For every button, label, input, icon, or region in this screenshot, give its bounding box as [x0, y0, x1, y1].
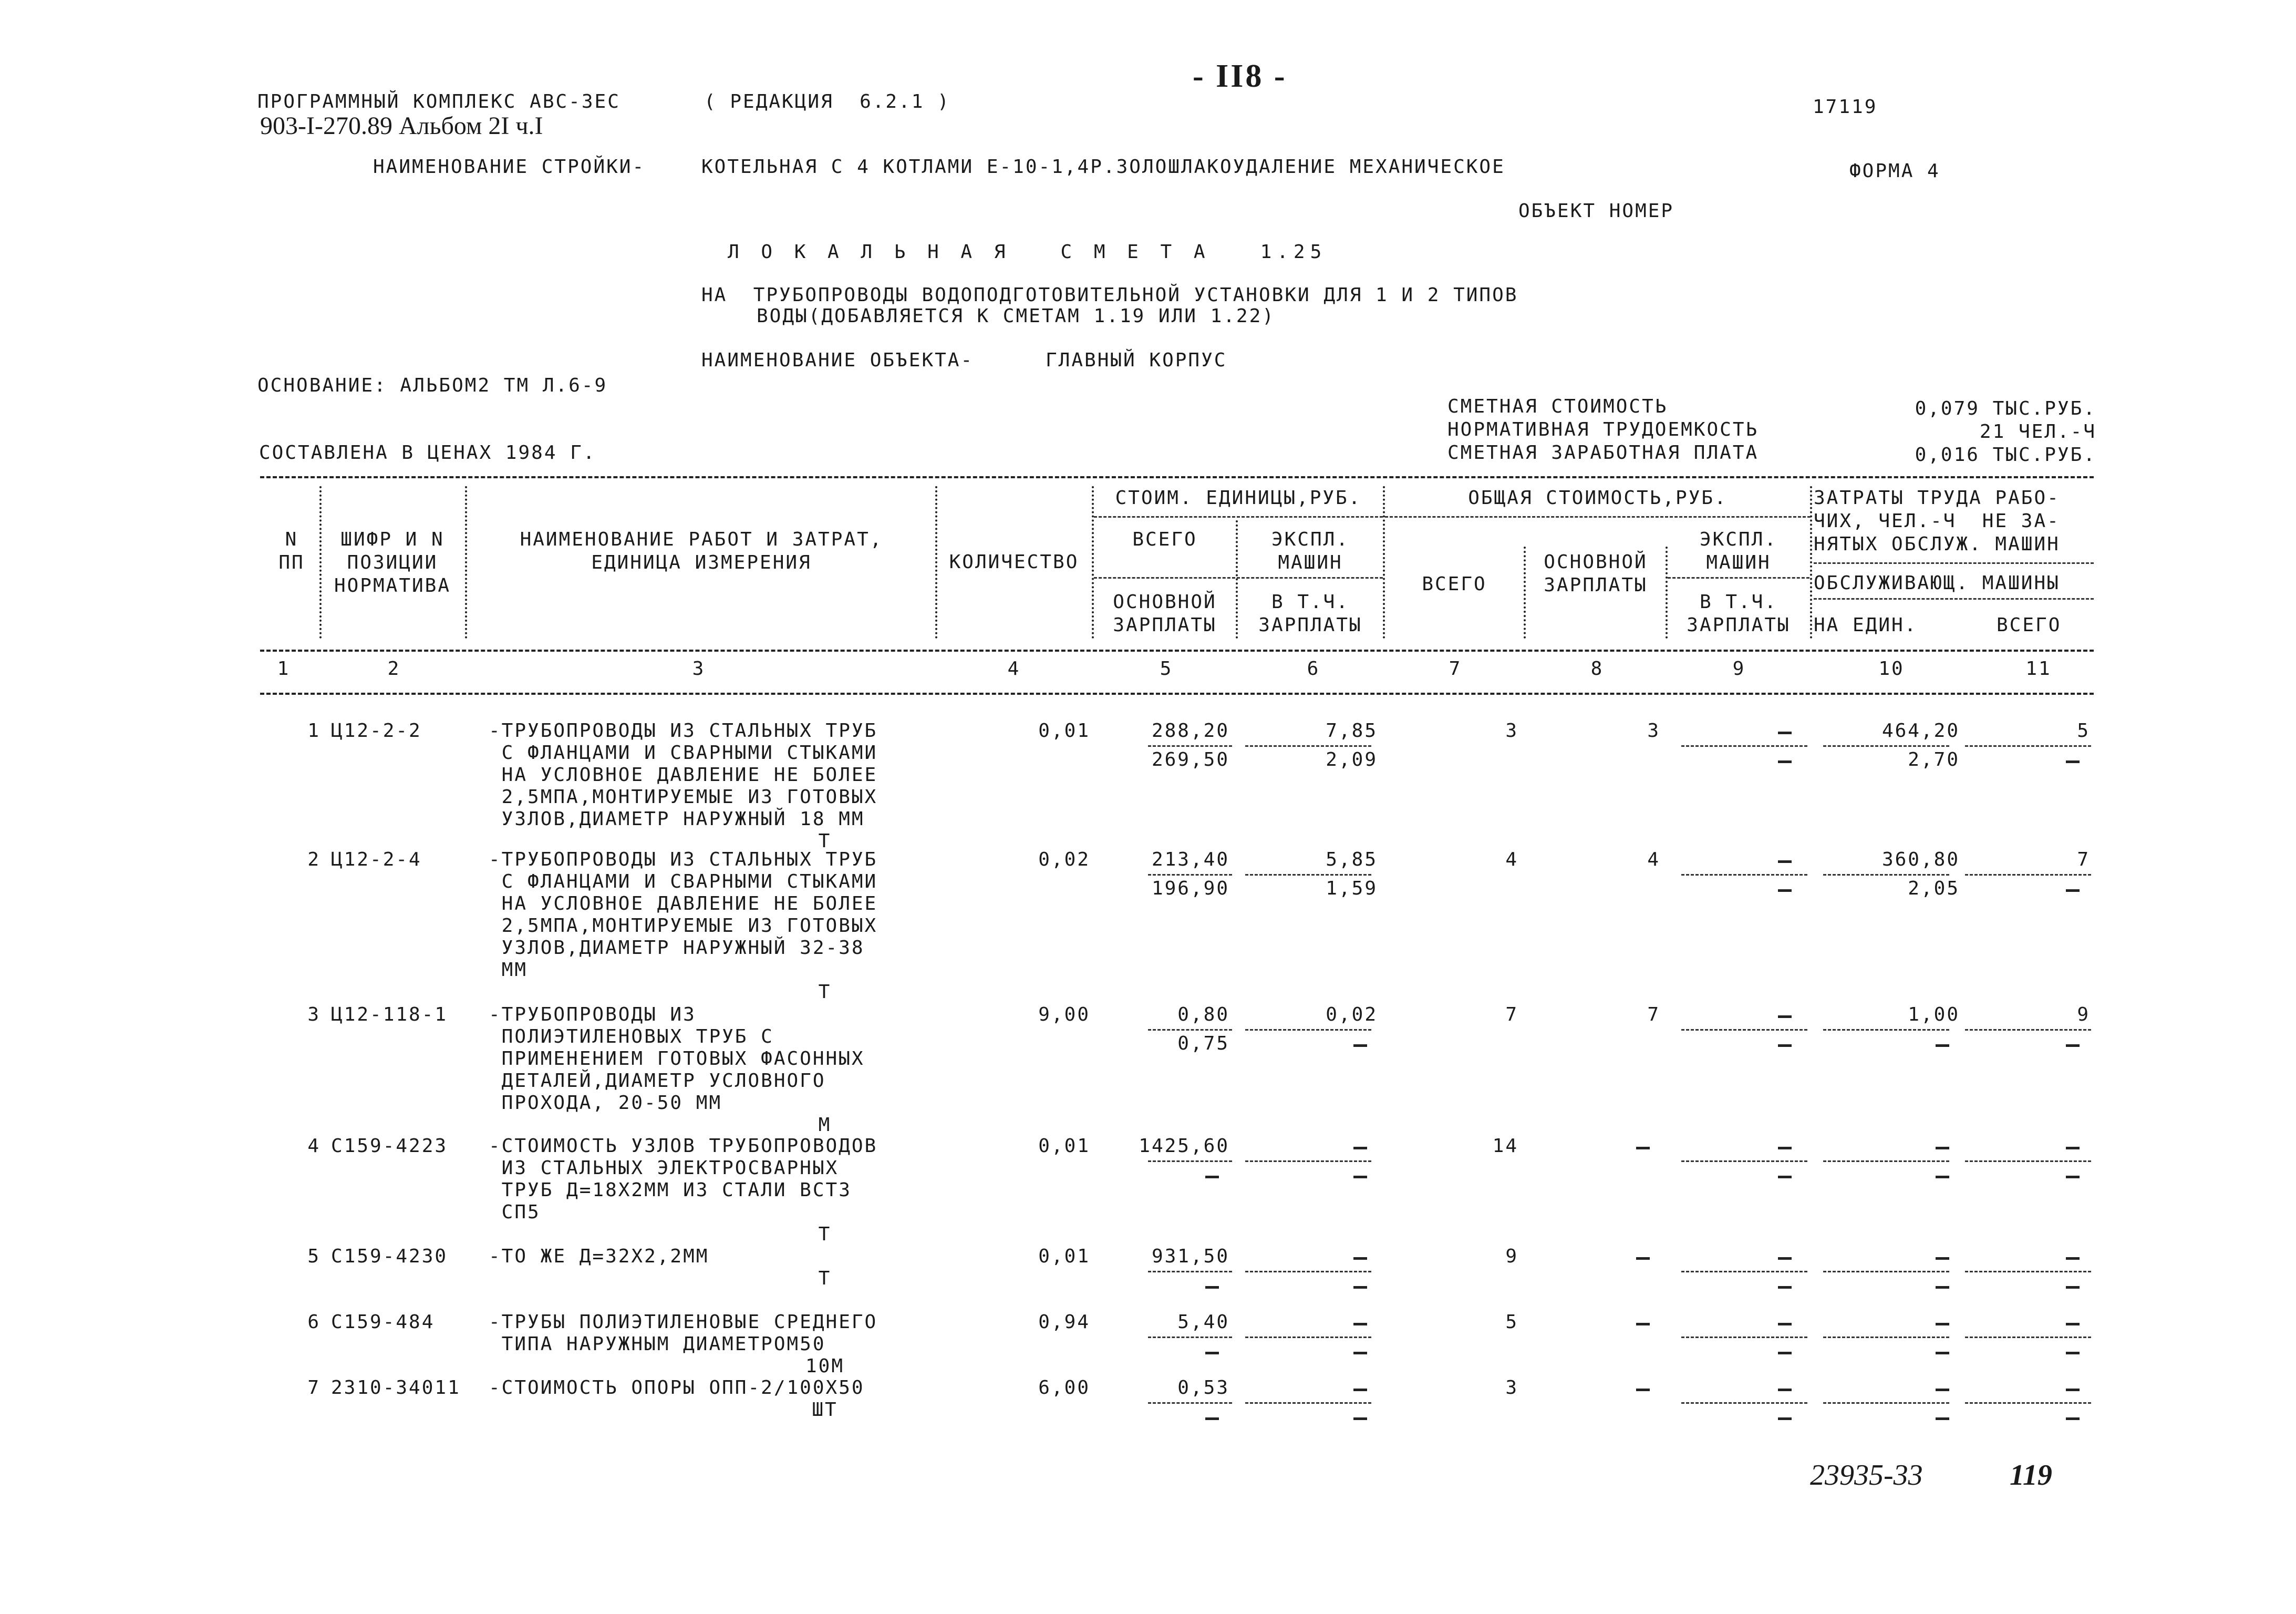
- row-labor-unit: 1,00: [1908, 1004, 1960, 1025]
- row-unit: Т: [818, 1224, 832, 1245]
- empty-value-dash: [1778, 1389, 1792, 1391]
- subject-line-1: НА ТРУБОПРОВОДЫ ВОДОПОДГОТОВИТЕЛЬНОЙ УСТАНОВКИ ДЛЯ 1 И 2 ТИПОВ: [701, 284, 1518, 306]
- row-number: 1: [307, 720, 320, 742]
- cell-divider: [1965, 1402, 2091, 1404]
- head-col-code: ШИФР И N ПОЗИЦИИ НОРМАТИВА: [334, 529, 451, 597]
- head-labor-per-unit: НА ЕДИН.: [1814, 614, 1918, 636]
- cell-divider: [1681, 1029, 1807, 1031]
- empty-value-dash: [1936, 1389, 1949, 1391]
- row-total-incl-wages: [1671, 1406, 1802, 1428]
- row-labor-total: [1965, 1246, 2090, 1268]
- col-number: 8: [1590, 658, 1604, 680]
- program-name: ПРОГРАММНЫЙ КОМПЛЕКС АВС-3ЕС: [257, 91, 620, 112]
- empty-value-dash: [1205, 1352, 1219, 1354]
- row-unit-wages: [1098, 1340, 1229, 1362]
- empty-value-dash: [1353, 1044, 1367, 1047]
- row-labor-total: [1965, 1311, 2090, 1333]
- cell-divider: [1148, 874, 1232, 876]
- empty-value-dash: [2066, 1417, 2080, 1420]
- cell-divider: [1823, 874, 1949, 876]
- cell-divider: [1823, 745, 1949, 747]
- row-unit: Т: [818, 830, 832, 852]
- empty-value-dash: [1353, 1147, 1367, 1149]
- summary-value-wages: 0,016 ТЫС.РУБ.: [1915, 444, 2096, 466]
- cell-divider: [1148, 1271, 1232, 1272]
- prices-year: СОСТАВЛЕНА В ЦЕНАХ 1984 Г.: [259, 442, 596, 464]
- row-quantity: 0,01: [1038, 1135, 1090, 1157]
- empty-value-dash: [1353, 1417, 1367, 1420]
- object-number-label: ОБЪЕКТ НОМЕР: [1518, 200, 1674, 222]
- empty-value-dash: [1778, 732, 1792, 734]
- empty-value-dash: [1778, 1257, 1792, 1260]
- row-total-all: 5: [1505, 1311, 1518, 1333]
- row-unit-total: 931,50: [1151, 1246, 1229, 1267]
- row-work-name: -СТОИМОСТЬ УЗЛОВ ТРУБОПРОВОДОВ ИЗ СТАЛЬНЫХ ЭЛЕКТРОСВАРНЫХ ТРУБ Д=18Х2ММ ИЗ СТАЛИ ВСТ3 СП5: [489, 1135, 878, 1223]
- row-labor-total: [1965, 1135, 2090, 1157]
- row-total-wages: 7: [1647, 1004, 1660, 1025]
- sheet-number: 119: [2010, 1459, 2052, 1492]
- cell-divider: [1245, 745, 1371, 747]
- cell-divider: [1148, 745, 1232, 747]
- row-work-name: -ТРУБОПРОВОДЫ ИЗ СТАЛЬНЫХ ТРУБ С ФЛАНЦАМИ И СВАРНЫМИ СТЫКАМИ НА УСЛОВНОЕ ДАВЛЕНИЕ НЕ БОЛЕЕ 2,5МПА,МОНТИРУЕМЫЕ ИЗ ГОТОВЫХ УЗЛОВ,ДИАМЕТР НАРУЖНЫЙ 18 ММ: [489, 720, 878, 830]
- cell-divider: [1148, 1029, 1232, 1031]
- row-unit-machines: 0,02: [1326, 1004, 1378, 1025]
- col-number: 7: [1449, 658, 1462, 680]
- summary-value-cost: 0,079 ТЫС.РУБ.: [1915, 398, 2096, 419]
- col-number: 6: [1307, 658, 1320, 680]
- row-unit-machines: [1240, 1377, 1378, 1399]
- row-total-all: 14: [1492, 1135, 1518, 1157]
- head-total-incl-wages: В Т.Ч. ЗАРПЛАТЫ: [1687, 591, 1791, 636]
- empty-value-dash: [1778, 889, 1792, 892]
- row-total-machines: [1671, 1377, 1802, 1399]
- row-unit-total: 288,20: [1151, 720, 1229, 742]
- row-quantity: 9,00: [1038, 1004, 1090, 1025]
- empty-value-dash: [1778, 1323, 1792, 1325]
- empty-value-dash: [1778, 1176, 1792, 1178]
- col-number: 5: [1160, 658, 1173, 680]
- row-unit-wages: 196,90: [1151, 878, 1229, 899]
- cell-divider: [1965, 874, 2091, 876]
- empty-value-dash: [2066, 1044, 2080, 1047]
- empty-value-dash: [1936, 1176, 1949, 1178]
- cell-divider: [1965, 745, 2091, 747]
- head-rule-labor: [1814, 562, 2094, 564]
- empty-value-dash: [2066, 1286, 2080, 1289]
- row-labor-service-unit: [1818, 1274, 1960, 1297]
- empty-value-dash: [1353, 1352, 1367, 1354]
- cell-divider: [1245, 1402, 1371, 1404]
- head-total-wages: ОСНОВНОЙ ЗАРПЛАТЫ: [1544, 551, 1648, 596]
- row-total-incl-wages: [1671, 1340, 1802, 1362]
- head-rule-unit-2: [1094, 577, 1383, 579]
- col-number: 11: [2025, 658, 2052, 680]
- row-unit: Т: [818, 981, 832, 1003]
- cell-divider: [1681, 874, 1807, 876]
- empty-value-dash: [2066, 889, 2080, 892]
- row-work-name: -ТРУБЫ ПОЛИЭТИЛЕНОВЫЕ СРЕДНЕГО ТИПА НАРУЖНЫМ ДИАМЕТРОМ50: [489, 1311, 878, 1355]
- empty-value-dash: [1205, 1417, 1219, 1420]
- cell-divider: [1965, 1160, 2091, 1162]
- col-number: 3: [692, 658, 706, 680]
- row-total-machines: [1671, 849, 1802, 871]
- row-total-all: 3: [1505, 1377, 1518, 1399]
- object-name: ГЛАВНЫЙ КОРПУС: [1046, 349, 1227, 371]
- head-col-n: N ПП: [278, 529, 305, 573]
- row-unit-machines: 7,85: [1326, 720, 1378, 742]
- empty-value-dash: [2066, 1176, 2080, 1178]
- summary-label-wages: СМЕТНАЯ ЗАРАБОТНАЯ ПЛАТА: [1447, 442, 1759, 464]
- row-labor-total: [1965, 1377, 2090, 1399]
- empty-value-dash: [1205, 1176, 1219, 1178]
- row-unit-machines: [1240, 1246, 1378, 1268]
- col-sep-2: [465, 486, 467, 639]
- row-labor-service-unit: [1818, 1406, 1960, 1428]
- numbers-bottom-rule: [260, 693, 2094, 695]
- cell-divider: [1245, 1271, 1371, 1272]
- row-labor-service-unit: 2,70: [1908, 749, 1960, 770]
- document-number: 17119: [1813, 96, 1878, 118]
- empty-value-dash: [1636, 1257, 1650, 1260]
- document-title: Л О К А Л Ь Н А Я С М Е Т А 1.25: [728, 241, 1327, 263]
- row-unit-machines: 5,85: [1326, 849, 1378, 870]
- cell-divider: [1245, 874, 1371, 876]
- row-unit-incl-wages: [1240, 1406, 1378, 1428]
- row-work-name: -ТРУБОПРОВОДЫ ИЗ ПОЛИЭТИЛЕНОВЫХ ТРУБ С ПРИМЕНЕНИЕМ ГОТОВЫХ ФАСОННЫХ ДЕТАЛЕЙ,ДИАМЕТР УСЛОВНОГО ПРОХОДА, 20-50 ММ: [489, 1004, 865, 1114]
- head-total-machines: ЭКСПЛ. МАШИН: [1699, 529, 1778, 573]
- row-quantity: 0,01: [1038, 720, 1090, 742]
- row-number: 3: [307, 1004, 320, 1025]
- row-quantity: 6,00: [1038, 1377, 1090, 1399]
- row-unit-total: 213,40: [1151, 849, 1229, 870]
- row-code: Ц12-118-1: [331, 1004, 448, 1025]
- empty-value-dash: [1353, 1323, 1367, 1325]
- empty-value-dash: [1353, 1257, 1367, 1260]
- table-top-rule: [260, 476, 2094, 478]
- construction-label: НАИМЕНОВАНИЕ СТРОЙКИ-: [373, 156, 646, 178]
- row-unit-wages: [1098, 1274, 1229, 1297]
- row-number: 6: [307, 1311, 320, 1333]
- head-col-name: НАИМЕНОВАНИЕ РАБОТ И ЗАТРАТ, ЕДИНИЦА ИЗМЕРЕНИЯ: [520, 529, 883, 573]
- head-labor-group: ЗАТРАТЫ ТРУДА РАБО- ЧИХ, ЧЕЛ.-Ч НЕ ЗА- НЯТЫХ ОБСЛУЖ. МАШИН: [1814, 487, 2060, 555]
- row-number: 2: [307, 849, 320, 870]
- empty-value-dash: [2066, 760, 2080, 763]
- row-unit-incl-wages: [1240, 1164, 1378, 1186]
- row-labor-unit: [1818, 1246, 1960, 1268]
- subject-line-2: ВОДЫ(ДОБАВЛЯЕТСЯ К СМЕТАМ 1.19 ИЛИ 1.22): [757, 305, 1275, 327]
- row-unit-wages: 0,75: [1177, 1033, 1229, 1054]
- cell-divider: [1245, 1029, 1371, 1031]
- col-number: 9: [1732, 658, 1746, 680]
- album-reference: 903-I-270.89 Альбом 2I ч.I: [260, 112, 543, 140]
- head-rule-labor-2: [1814, 598, 2094, 600]
- empty-value-dash: [2066, 1352, 2080, 1354]
- row-quantity: 0,02: [1038, 849, 1090, 870]
- row-total-incl-wages: [1671, 1033, 1802, 1055]
- row-labor-unit: [1818, 1377, 1960, 1399]
- col-sep-3: [935, 486, 937, 639]
- row-total-wages: [1529, 1377, 1660, 1399]
- archive-stamp: 23935-33: [1810, 1459, 1923, 1492]
- form-label: ФОРМА 4: [1849, 160, 1940, 182]
- row-code: 2310-34011: [331, 1377, 461, 1399]
- row-labor-service-total: [1965, 749, 2090, 771]
- row-total-wages: [1529, 1311, 1660, 1333]
- row-total-all: 9: [1505, 1246, 1518, 1267]
- cell-divider: [1823, 1271, 1949, 1272]
- row-total-all: 4: [1505, 849, 1518, 870]
- empty-value-dash: [1636, 1389, 1650, 1391]
- col-number: 4: [1007, 658, 1021, 680]
- row-unit: ШТ: [812, 1399, 838, 1421]
- row-total-machines: [1671, 1135, 1802, 1157]
- empty-value-dash: [1636, 1147, 1650, 1149]
- object-name-label: НАИМЕНОВАНИЕ ОБЪЕКТА-: [701, 349, 974, 371]
- row-labor-service-total: [1965, 1340, 2090, 1362]
- cell-divider: [1681, 1337, 1807, 1338]
- row-number: 5: [307, 1246, 320, 1267]
- empty-value-dash: [1936, 1147, 1949, 1149]
- head-labor-total: ВСЕГО: [1997, 614, 2062, 636]
- cell-divider: [1823, 1160, 1949, 1162]
- summary-value-labor: 21 ЧЕЛ.-Ч: [1979, 421, 2096, 443]
- empty-value-dash: [1778, 1147, 1792, 1149]
- head-rule-total: [1385, 516, 1811, 518]
- row-total-machines: [1671, 720, 1802, 742]
- row-unit: Т: [818, 1268, 832, 1289]
- row-labor-service-unit: [1818, 1164, 1960, 1186]
- row-code: С159-4223: [331, 1135, 448, 1157]
- cell-divider: [1148, 1160, 1232, 1162]
- row-labor-unit: [1818, 1135, 1960, 1157]
- row-total-all: 3: [1505, 720, 1518, 742]
- row-work-name: -ТРУБОПРОВОДЫ ИЗ СТАЛЬНЫХ ТРУБ С ФЛАНЦАМИ И СВАРНЫМИ СТЫКАМИ НА УСЛОВНОЕ ДАВЛЕНИЕ НЕ БОЛЕЕ 2,5МПА,МОНТИРУЕМЫЕ ИЗ ГОТОВЫХ УЗЛОВ,ДИАМЕТР НАРУЖНЫЙ 32-38 ММ: [489, 849, 878, 981]
- head-unit-cost-group: СТОИМ. ЕДИНИЦЫ,РУБ.: [1115, 487, 1362, 509]
- cell-divider: [1148, 1337, 1232, 1338]
- row-quantity: 0,01: [1038, 1246, 1090, 1267]
- row-work-name: -СТОИМОСТЬ ОПОРЫ ОПП-2/100Х50: [489, 1377, 865, 1399]
- row-number: 7: [307, 1377, 320, 1399]
- row-total-machines: [1671, 1311, 1802, 1333]
- empty-value-dash: [1778, 1352, 1792, 1354]
- empty-value-dash: [2066, 1147, 2080, 1149]
- cell-divider: [1823, 1029, 1949, 1031]
- cell-divider: [1823, 1402, 1949, 1404]
- empty-value-dash: [1353, 1389, 1367, 1391]
- row-labor-service-unit: [1818, 1340, 1960, 1362]
- empty-value-dash: [1778, 1015, 1792, 1018]
- cell-divider: [1681, 1160, 1807, 1162]
- head-unit-machines: ЭКСПЛ. МАШИН: [1271, 529, 1350, 573]
- row-unit-machines: [1240, 1311, 1378, 1333]
- row-unit-incl-wages: 1,59: [1326, 878, 1378, 899]
- head-rule-total-2: [1668, 577, 1809, 579]
- empty-value-dash: [1636, 1323, 1650, 1325]
- row-unit-total: 5,40: [1177, 1311, 1229, 1333]
- row-total-wages: [1529, 1246, 1660, 1268]
- row-total-incl-wages: [1671, 878, 1802, 900]
- row-total-incl-wages: [1671, 1274, 1802, 1297]
- row-labor-unit: 360,80: [1881, 849, 1960, 870]
- head-total-all: ВСЕГО: [1422, 573, 1487, 595]
- basis: ОСНОВАНИЕ: АЛЬБОМ2 ТМ Л.6-9: [257, 375, 608, 396]
- head-bottom-rule: [260, 650, 2094, 652]
- row-unit-incl-wages: [1240, 1340, 1378, 1362]
- row-unit-incl-wages: [1240, 1033, 1378, 1055]
- row-total-wages: [1529, 1135, 1660, 1157]
- row-total-wages: 3: [1647, 720, 1660, 742]
- row-total-machines: [1671, 1004, 1802, 1026]
- row-labor-service-unit: 2,05: [1908, 878, 1960, 899]
- row-labor-total: 9: [2077, 1004, 2090, 1025]
- cell-divider: [1681, 745, 1807, 747]
- empty-value-dash: [2066, 1323, 2080, 1325]
- empty-value-dash: [2066, 1257, 2080, 1260]
- row-unit-total: 0,80: [1177, 1004, 1229, 1025]
- cell-divider: [1965, 1029, 2091, 1031]
- row-code: Ц12-2-2: [331, 720, 422, 742]
- row-labor-service-total: [1965, 878, 2090, 900]
- col-number: 2: [387, 658, 401, 680]
- cell-divider: [1965, 1271, 2091, 1272]
- head-unit-total: ВСЕГО: [1132, 529, 1197, 550]
- cell-divider: [1148, 1402, 1232, 1404]
- row-quantity: 0,94: [1038, 1311, 1090, 1333]
- empty-value-dash: [1778, 1286, 1792, 1289]
- empty-value-dash: [1936, 1417, 1949, 1420]
- row-total-incl-wages: [1671, 1164, 1802, 1186]
- cell-divider: [1965, 1337, 2091, 1338]
- empty-value-dash: [1936, 1257, 1949, 1260]
- row-total-wages: 4: [1647, 849, 1660, 870]
- empty-value-dash: [1936, 1286, 1949, 1289]
- row-total-incl-wages: [1671, 749, 1802, 771]
- empty-value-dash: [1936, 1044, 1949, 1047]
- head-col-qty: КОЛИЧЕСТВО: [949, 551, 1079, 573]
- head-unit-wages: ОСНОВНОЙ ЗАРПЛАТЫ: [1113, 591, 1217, 636]
- row-total-machines: [1671, 1246, 1802, 1268]
- row-unit-wages: 269,50: [1151, 749, 1229, 770]
- row-labor-service-total: [1965, 1164, 2090, 1186]
- head-unit-incl-wages: В Т.Ч. ЗАРПЛАТЫ: [1258, 591, 1362, 636]
- empty-value-dash: [1778, 1417, 1792, 1420]
- row-unit: 10М: [805, 1355, 845, 1377]
- cell-divider: [1245, 1160, 1371, 1162]
- cell-divider: [1681, 1402, 1807, 1404]
- empty-value-dash: [1353, 1286, 1367, 1289]
- row-labor-unit: 464,20: [1881, 720, 1960, 742]
- row-labor-service-unit: [1818, 1033, 1960, 1055]
- empty-value-dash: [1778, 860, 1792, 863]
- row-unit: М: [818, 1114, 832, 1136]
- row-unit-incl-wages: 2,09: [1326, 749, 1378, 770]
- row-code: С159-484: [331, 1311, 435, 1333]
- row-labor-total: 7: [2077, 849, 2090, 870]
- col-number: 10: [1878, 658, 1905, 680]
- row-number: 4: [307, 1135, 320, 1157]
- summary-label-labor: НОРМАТИВНАЯ ТРУДОЕМКОСТЬ: [1447, 419, 1759, 440]
- row-work-name: -ТО ЖЕ Д=32Х2,2ММ: [489, 1246, 709, 1267]
- empty-value-dash: [2066, 1389, 2080, 1391]
- row-labor-unit: [1818, 1311, 1960, 1333]
- empty-value-dash: [1353, 1176, 1367, 1178]
- row-unit-wages: [1098, 1164, 1229, 1186]
- summary-label-cost: СМЕТНАЯ СТОИМОСТЬ: [1447, 396, 1668, 417]
- head-total-cost-group: ОБЩАЯ СТОИМОСТЬ,РУБ.: [1468, 487, 1728, 509]
- row-unit-total: 0,53: [1177, 1377, 1229, 1399]
- cell-divider: [1245, 1337, 1371, 1338]
- row-code: Ц12-2-4: [331, 849, 422, 870]
- cell-divider: [1823, 1337, 1949, 1338]
- row-unit-machines: [1240, 1135, 1378, 1157]
- empty-value-dash: [1205, 1286, 1219, 1289]
- head-labor-service: ОБСЛУЖИВАЮЩ. МАШИНЫ: [1814, 572, 2060, 594]
- empty-value-dash: [1778, 1044, 1792, 1047]
- col-number: 1: [277, 658, 291, 680]
- row-labor-service-total: [1965, 1406, 2090, 1428]
- row-unit-incl-wages: [1240, 1274, 1378, 1297]
- row-unit-total: 1425,60: [1139, 1135, 1229, 1157]
- page-number: - II8 -: [1193, 58, 1287, 94]
- empty-value-dash: [1936, 1323, 1949, 1325]
- head-rule-unit: [1094, 516, 1383, 518]
- empty-value-dash: [1936, 1352, 1949, 1354]
- row-labor-service-total: [1965, 1033, 2090, 1055]
- row-total-all: 7: [1505, 1004, 1518, 1025]
- row-labor-total: 5: [2077, 720, 2090, 742]
- empty-value-dash: [1778, 760, 1792, 763]
- edition: ( РЕДАКЦИЯ 6.2.1 ): [704, 91, 950, 112]
- cell-divider: [1681, 1271, 1807, 1272]
- construction-name: КОТЕЛЬНАЯ С 4 КОТЛАМИ Е-10-1,4Р.ЗОЛОШЛАКОУДАЛЕНИЕ МЕХАНИЧЕСКОЕ: [701, 156, 1505, 178]
- row-unit-wages: [1098, 1406, 1229, 1428]
- row-labor-service-total: [1965, 1274, 2090, 1297]
- row-code: С159-4230: [331, 1246, 448, 1267]
